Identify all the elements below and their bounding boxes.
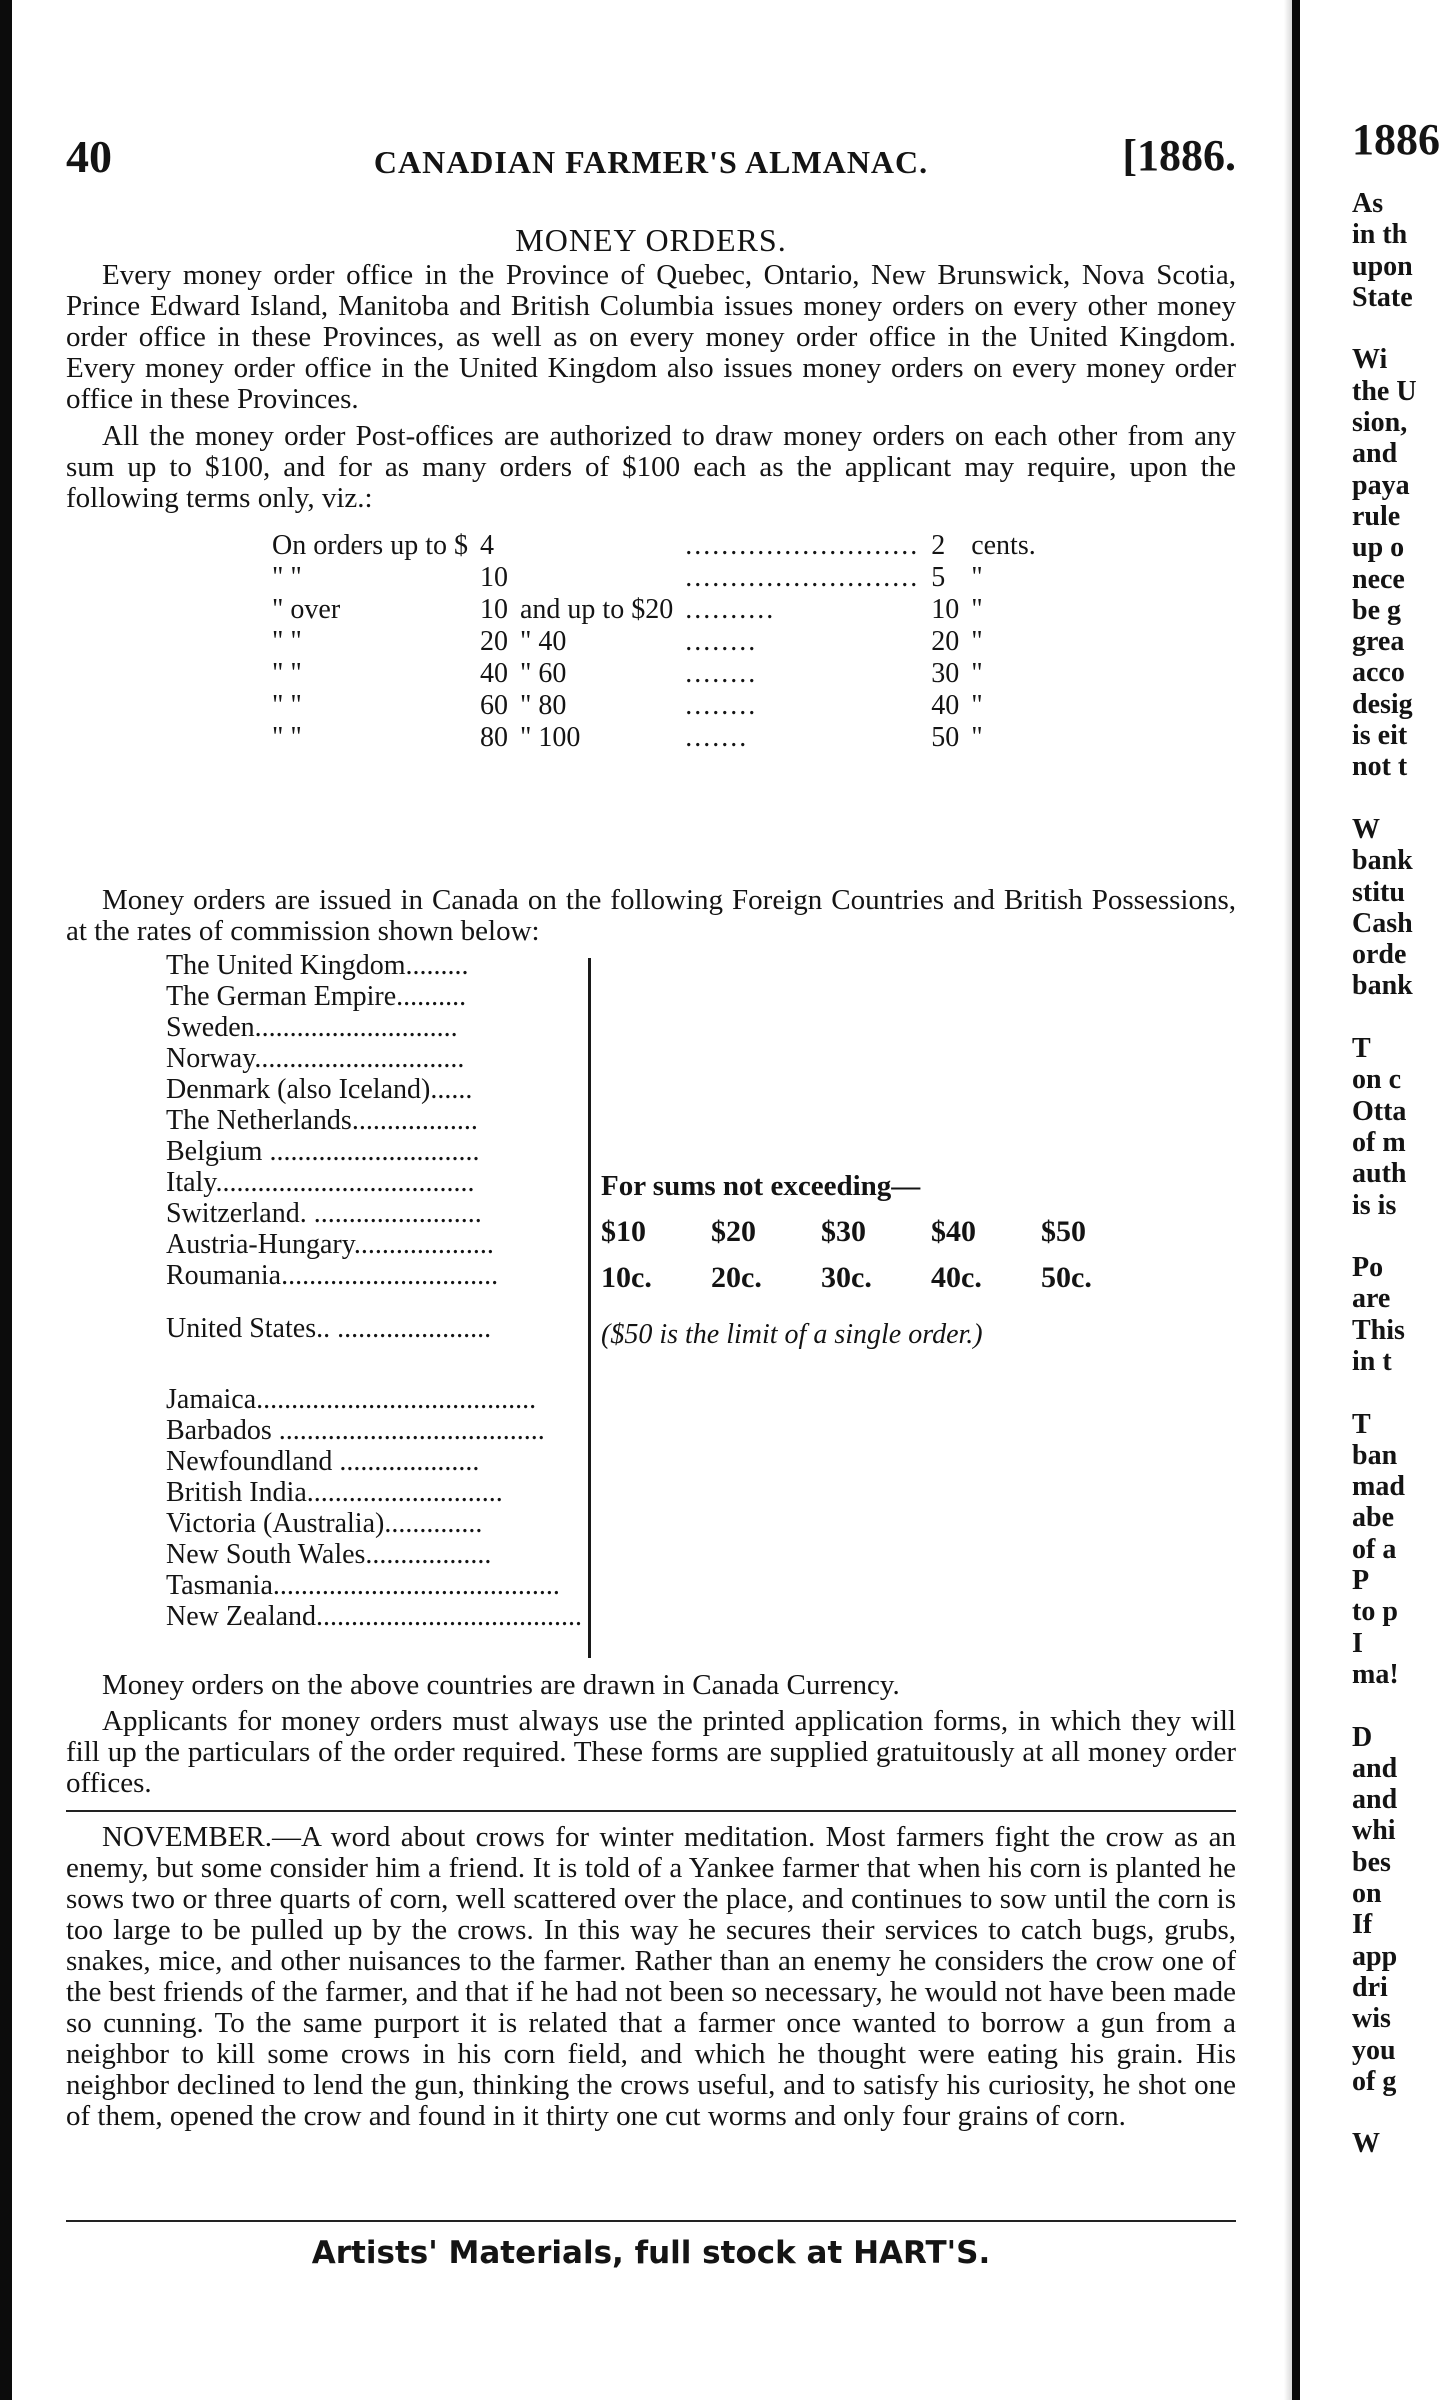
fee-commission: 30c. <box>821 1261 872 1294</box>
country-item: Sweden............................. <box>166 1012 458 1043</box>
country-item: Denmark (also Iceland)...... <box>166 1074 473 1105</box>
next-page-line: orde <box>1352 939 1407 971</box>
next-page-line: Otta <box>1352 1095 1407 1127</box>
rate-dots: ........ <box>685 658 758 689</box>
scan-left-edge <box>0 0 12 2400</box>
fee-commission: 20c. <box>711 1261 762 1294</box>
next-page-line: Wi <box>1352 344 1388 376</box>
country-item: The Netherlands.................. <box>166 1105 478 1136</box>
rate-row <box>266 722 1042 754</box>
rate-range: and up to $20 <box>519 594 674 625</box>
currency-note: Money orders on the above countries are drawn in Canada Currency. <box>102 1669 900 1701</box>
next-page-line: of g <box>1352 2065 1397 2097</box>
next-page-line: abe <box>1352 1502 1394 1534</box>
rate-amount: 80 <box>479 722 508 753</box>
next-page-line: W <box>1352 813 1380 845</box>
rate-amount: 60 <box>479 690 508 721</box>
rate-range <box>514 530 679 562</box>
rate-dots: .......... <box>685 594 776 625</box>
binding-gutter <box>1292 0 1300 2400</box>
next-page-year: 1886 <box>1352 115 1440 164</box>
foreign-intro-paragraph: Money orders are issued in Canada on the following Foreign Countries and British Possessions, at the rates of commission shown below: <box>66 884 1236 947</box>
next-page-line: and <box>1352 1784 1398 1816</box>
rate-unit: " <box>971 722 983 753</box>
next-page-line: grea <box>1352 626 1405 658</box>
rate-range <box>514 562 679 594</box>
next-page-line: up o <box>1352 532 1405 564</box>
country-item: Jamaica........................................ <box>166 1384 537 1415</box>
next-page-line: D <box>1352 1721 1373 1753</box>
next-page-line: Cash <box>1352 907 1413 939</box>
next-page-line: in t <box>1352 1345 1392 1377</box>
rate-unit: " <box>971 690 983 721</box>
november-lead: NOVEMBER. <box>102 1821 272 1853</box>
running-title: CANADIAN FARMER'S ALMANAC. <box>373 144 929 180</box>
advertisement: Artists' Materials, full stock at HART'S. <box>311 2235 991 2271</box>
foreign-fee-schedule <box>601 1170 1221 1351</box>
next-page-line: the U <box>1352 375 1417 407</box>
intro-paragraph-2: All the money order Post-offices are authorized to draw money orders on each other from any sum up to $100, and for as many orders of $100 each as the applicant may require, upon the following terms only, viz.: <box>66 420 1236 514</box>
fee-amount: $50 <box>1041 1215 1086 1248</box>
next-page-line <box>1352 1221 1424 1252</box>
country-item: New Zealand...................................... <box>166 1601 583 1632</box>
rate-range: " 40 <box>519 626 567 657</box>
page-header <box>66 130 1236 190</box>
november-text: —A word about crows for winter meditation. Most farmers fight the crow as an enemy, but some consider him a friend. It is told of a Yankee farmer that when his corn is planted he sows two or three quarts of corn, well scattered over the place, and continues to sow until the corn is too large to be pulled up by the crows. In this way he secures their services to catch bugs, grubs, snakes, mice, and other nuisances to the farmer. Rather than an enemy he considers the crow one of the best friends of the farmer, and that if he had not been so necessary, he would not have been made so cunning. To the same purport it is related that a farmer once wanted to borrow a gun from a neighbor to kill some crows in his corn field, and which he thought were eating his grain. His neighbor declined to lend the gun, thinking the crows useful, and to satisfy his curiosity, he shot one of them, opened the crow and found in it thirty one cut worms and only four grains of corn. <box>66 1821 1236 2132</box>
next-page-line: This <box>1352 1314 1405 1346</box>
next-page-line: is eit <box>1352 720 1408 752</box>
almanac-page <box>66 110 1236 2360</box>
rate-fee: 20 <box>931 626 960 657</box>
country-brace <box>574 958 591 1658</box>
next-page-line: rule <box>1352 500 1401 532</box>
rate-row <box>266 530 1042 562</box>
advert-divider <box>66 2220 1236 2222</box>
rate-fee: 40 <box>931 690 960 721</box>
next-page-line: of a <box>1352 1533 1397 1565</box>
country-item: Belgium .............................. <box>166 1136 480 1167</box>
country-item: Tasmania......................................... <box>166 1570 560 1601</box>
rate-range: " 100 <box>519 722 581 753</box>
rate-unit: " <box>971 626 983 657</box>
next-page-line: to p <box>1352 1596 1398 1628</box>
rate-amount: 10 <box>479 594 508 625</box>
next-page-line: desig <box>1352 688 1413 720</box>
section-title: MONEY ORDERS. <box>515 222 787 258</box>
rate-row <box>266 658 1042 690</box>
fee-amount: $40 <box>931 1215 976 1248</box>
fee-commission: 40c. <box>931 1261 982 1294</box>
next-page-line: mad <box>1352 1471 1405 1503</box>
fee-amount: $20 <box>711 1215 756 1248</box>
next-page-line: on c <box>1352 1064 1401 1096</box>
country-item: New South Wales.................. <box>166 1539 492 1570</box>
next-page-line: paya <box>1352 469 1410 501</box>
country-item: Switzerland. ........................ <box>166 1198 482 1229</box>
next-page-line: If <box>1352 1909 1373 1941</box>
rate-prefix: " " <box>272 722 302 753</box>
next-page-line: auth <box>1352 1158 1407 1190</box>
country-item: Barbados ...................................... <box>166 1415 545 1446</box>
next-page-line: T <box>1352 1408 1371 1440</box>
rate-prefix: " " <box>272 626 302 657</box>
rate-amount: 4 <box>479 530 494 561</box>
rate-row <box>266 562 1042 594</box>
next-page-line: is is <box>1352 1189 1397 1221</box>
rate-amount: 10 <box>479 562 508 593</box>
next-page-line: in th <box>1352 219 1408 251</box>
next-page-line: nece <box>1352 563 1405 595</box>
applicants-note: Applicants for money orders must always use the printed application forms, in which they will fill up the particulars of the order required. These forms are supplied gratuitously at all money order offices. <box>66 1705 1236 1799</box>
rate-fee: 10 <box>931 594 960 625</box>
next-page-line: T <box>1352 1033 1371 1065</box>
next-page-line: stitu <box>1352 876 1405 908</box>
fee-amount: $10 <box>601 1215 646 1248</box>
rate-fee: 50 <box>931 722 960 753</box>
country-item: Austria-Hungary.................... <box>166 1229 494 1260</box>
rate-unit: cents. <box>971 530 1036 561</box>
rate-prefix: On orders up to $ <box>272 530 468 561</box>
next-page-line <box>1352 1690 1424 1721</box>
country-item: United States.. ...................... <box>166 1313 492 1344</box>
section-divider <box>66 1810 1236 1812</box>
next-page-line: I <box>1352 1627 1363 1659</box>
rate-unit: " <box>971 594 983 625</box>
next-page-line: acco <box>1352 657 1405 689</box>
fee-amounts-row <box>601 1215 1221 1249</box>
rate-dots: .......................... <box>685 530 920 561</box>
next-page-line: and <box>1352 438 1398 470</box>
next-page-line: on <box>1352 1878 1382 1910</box>
country-item: Norway.............................. <box>166 1043 465 1074</box>
rate-dots: ....... <box>685 722 749 753</box>
next-page-line: upon <box>1352 250 1413 282</box>
rate-prefix: " " <box>272 658 302 689</box>
next-page-line: be g <box>1352 594 1401 626</box>
next-page-line: bes <box>1352 1846 1391 1878</box>
order-limit-note <box>601 1319 1221 1351</box>
fee-commission: 10c. <box>601 1261 652 1294</box>
next-page-line: bank <box>1352 970 1413 1002</box>
november-paragraph <box>66 1822 1236 2132</box>
next-page-line: ban <box>1352 1439 1398 1471</box>
country-item: Roumania............................... <box>166 1260 499 1291</box>
country-list <box>166 950 626 1632</box>
country-item: Victoria (Australia).............. <box>166 1508 483 1539</box>
domestic-rate-table <box>266 530 1042 754</box>
next-page-line: wis <box>1352 2003 1391 2035</box>
fee-commissions-row <box>601 1261 1221 1295</box>
next-page-line: W <box>1352 2128 1380 2160</box>
next-page-line: P <box>1352 1565 1370 1597</box>
country-item: British India............................ <box>166 1477 503 1508</box>
country-item: Italy..................................... <box>166 1167 475 1198</box>
next-page-line: As <box>1352 188 1384 219</box>
rate-dots: ........ <box>685 626 758 657</box>
fee-amount: $30 <box>821 1215 866 1248</box>
country-item: Newfoundland .................... <box>166 1446 480 1477</box>
rate-dots: ........ <box>685 690 758 721</box>
next-page-line <box>1352 2097 1424 2128</box>
next-page-line: are <box>1352 1283 1391 1315</box>
binding-shadow <box>1284 0 1292 2400</box>
fees-caption: For sums not exceeding— <box>601 1170 921 1202</box>
next-page-lines <box>1352 188 1424 2160</box>
rate-prefix: " " <box>272 690 302 721</box>
next-page-line <box>1352 1002 1424 1033</box>
rate-fee: 30 <box>931 658 960 689</box>
country-item: The United Kingdom......... <box>166 950 469 981</box>
next-page-line: of m <box>1352 1126 1406 1158</box>
rate-row <box>266 594 1042 626</box>
next-page-line: and <box>1352 1752 1398 1784</box>
next-page-line: whi <box>1352 1815 1396 1847</box>
rate-prefix: " over <box>272 594 341 625</box>
next-page-line: not t <box>1352 751 1408 783</box>
rate-row <box>266 690 1042 722</box>
rate-range: " 80 <box>519 690 567 721</box>
next-page-line <box>1352 313 1424 344</box>
rate-unit: " <box>971 658 983 689</box>
rate-range: " 60 <box>519 658 567 689</box>
next-page-line: State <box>1352 281 1413 313</box>
list-gap <box>166 1291 626 1313</box>
rate-amount: 20 <box>479 626 508 657</box>
next-page-line <box>1352 783 1424 814</box>
rate-prefix: " " <box>272 562 302 593</box>
next-page-fragment <box>1352 110 1440 2160</box>
next-page-line <box>1352 1377 1424 1408</box>
country-item: The German Empire.......... <box>166 981 467 1012</box>
rate-unit: " <box>971 562 983 593</box>
next-page-line: app <box>1352 1940 1398 1972</box>
next-page-line: you <box>1352 2034 1396 2066</box>
header-year: [1886. <box>1122 131 1236 180</box>
intro-paragraph-1: Every money order office in the Province of Quebec, Ontario, New Brunswick, Nova Scotia, Prince Edward Island, Manitoba and British Columbia issues money orders on every other money order office in these Provinces, as well as on every money order office in the United Kingdom. Every money order office in the United Kingdom also issues money orders on every money order office in these Provinces. <box>66 259 1236 415</box>
next-page-line: ma! <box>1352 1658 1399 1690</box>
page-number: 40 <box>66 131 112 182</box>
next-page-line: dri <box>1352 1971 1388 2003</box>
order-limit-text: ($50 is the limit of a single order.) <box>601 1319 983 1350</box>
next-page-line: Po <box>1352 1252 1384 1284</box>
rate-fee: 2 <box>931 530 946 561</box>
fee-commission: 50c. <box>1041 1261 1092 1294</box>
rate-amount: 40 <box>479 658 508 689</box>
rate-fee: 5 <box>931 562 946 593</box>
next-page-line: bank <box>1352 845 1413 877</box>
rate-dots: .......................... <box>685 562 920 593</box>
list-gap <box>166 1344 626 1384</box>
next-page-line: sion, <box>1352 407 1408 439</box>
rate-row <box>266 626 1042 658</box>
